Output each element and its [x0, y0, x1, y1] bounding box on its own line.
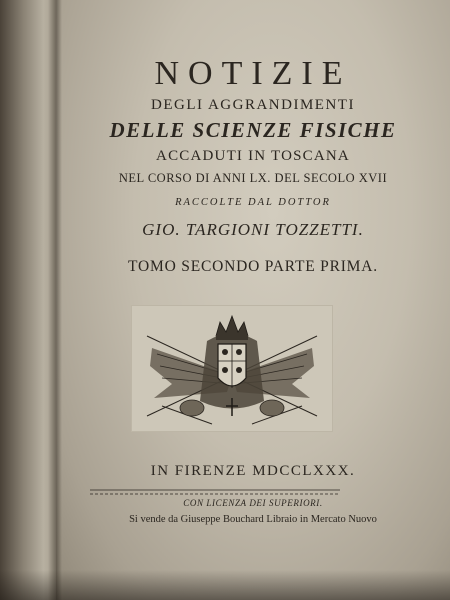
coat-of-arms-icon: [132, 306, 332, 431]
subtitle-line-1: DEGLI AGGRANDIMENTI: [151, 97, 355, 113]
subtitle-line-2: DELLE SCIENZE FISICHE: [109, 118, 397, 142]
bottom-shadow: [0, 570, 450, 600]
subtitle-line-3: ACCADUTI IN TOSCANA: [156, 148, 350, 164]
imprint-line: IN FIRENZE MDCCLXXX.: [150, 463, 356, 479]
volume-label: TOMO SECONDO PARTE PRIMA.: [128, 258, 378, 275]
subtitle-line-4: NEL CORSO DI ANNI LX. DEL SECOLO XVII: [118, 171, 388, 185]
author-name: GIO. TARGIONI TOZZETTI.: [142, 220, 364, 239]
compiler-line: RACCOLTE DAL DOTTOR: [175, 197, 331, 208]
coat-of-arms-vignette: [131, 305, 333, 432]
ornamental-rule-icon: [90, 488, 340, 496]
licence-line: CON LICENZA DEI SUPERIORI.: [183, 498, 323, 508]
book-title: NOTIZIE: [154, 55, 352, 92]
seller-line: Si vende da Giuseppe Bouchard Libraio in Mercato Nuovo: [129, 514, 377, 525]
